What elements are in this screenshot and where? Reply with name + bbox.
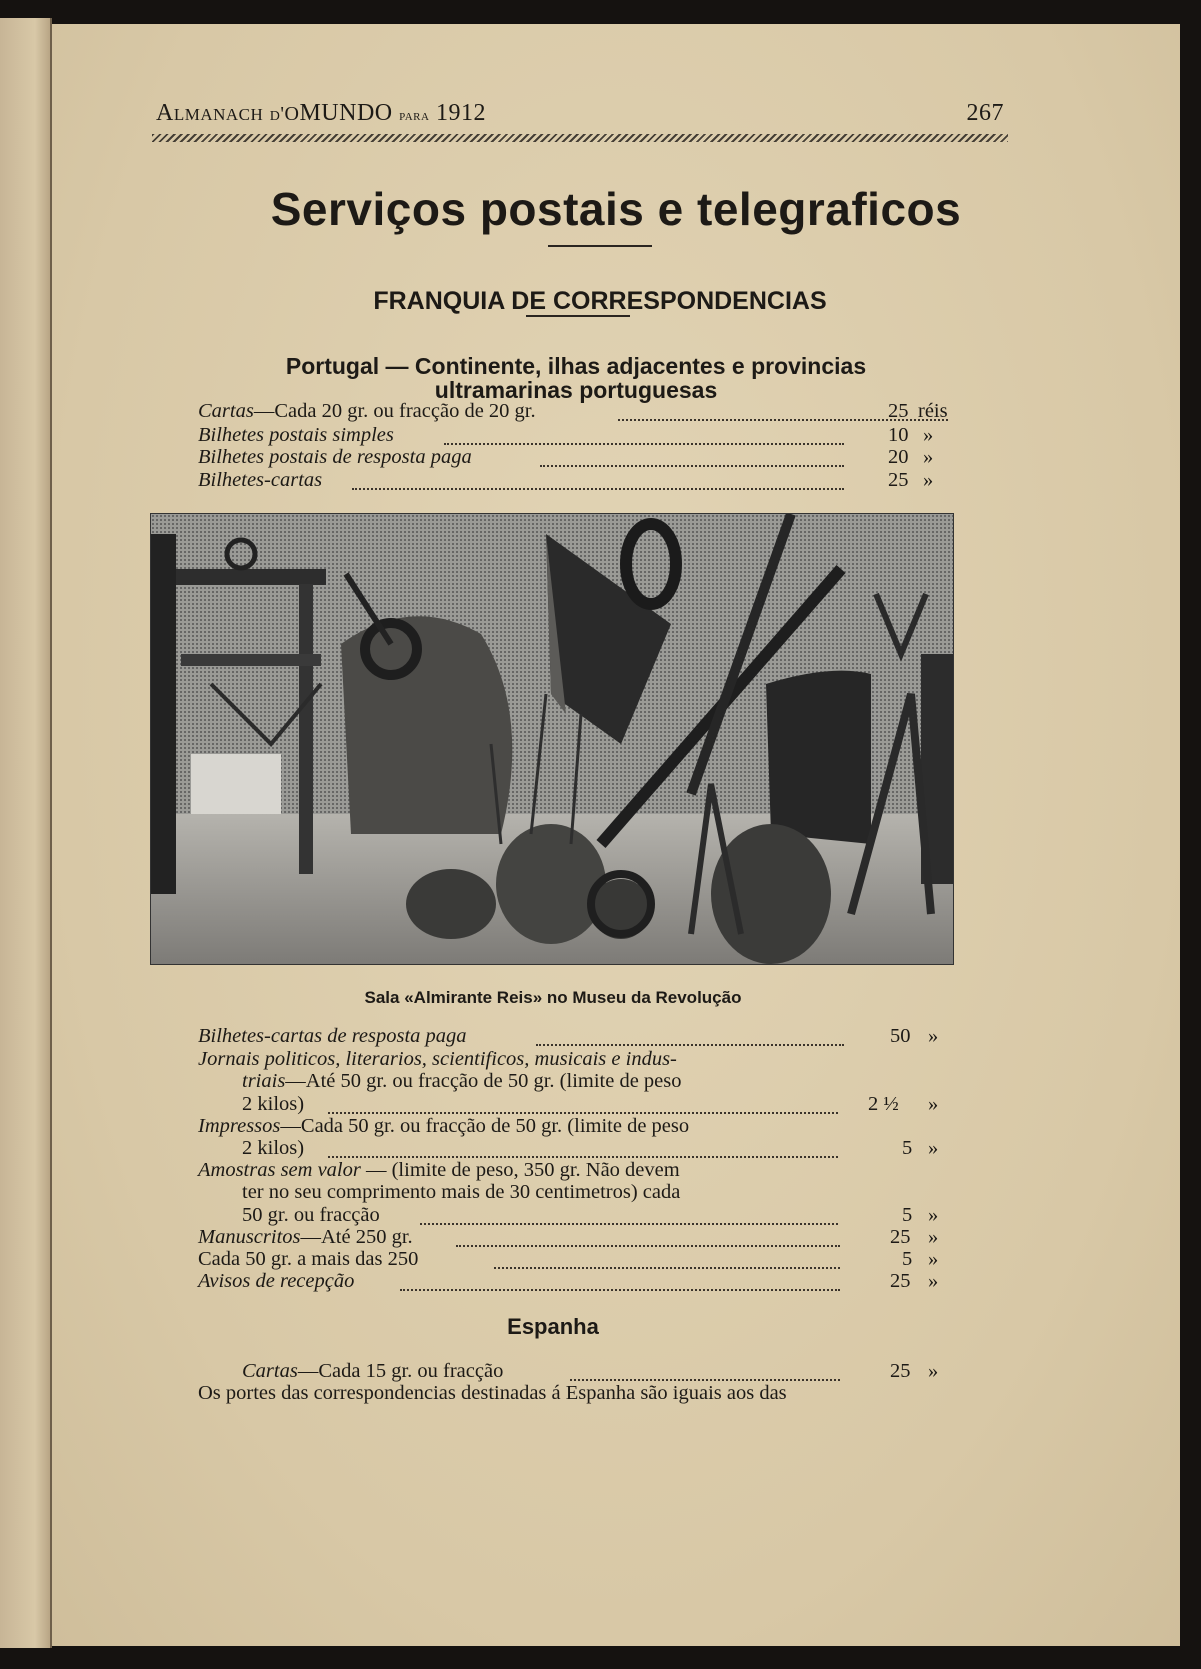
running-title: Almanach d'OMUNDO para 1912 bbox=[156, 100, 486, 126]
rate-text-line: ter no seu comprimento mais de 30 centimetros) cada bbox=[242, 1181, 681, 1203]
photo-caption: Sala «Almirante Reis» no Museu da Revolução bbox=[364, 988, 742, 1007]
rate-row: 50 gr. ou fracção 5 » bbox=[242, 1204, 939, 1226]
rate-text-line: Impressos—Cada 50 gr. ou fracção de 50 gr. (limite de peso bbox=[198, 1115, 690, 1137]
rate-row: Cartas—Cada 20 gr. ou fracção de 20 gr. 25 réis bbox=[198, 400, 948, 422]
rate-text-line: triais—Até 50 gr. ou fracção de 50 gr. (limite de peso bbox=[242, 1070, 682, 1092]
rate-row: Avisos de recepção 25 » bbox=[198, 1270, 939, 1292]
book-page bbox=[52, 24, 1180, 1646]
rate-row: Cada 50 gr. a mais das 250 5 » bbox=[198, 1248, 939, 1270]
espanha-heading: Espanha bbox=[507, 1314, 599, 1339]
section-subtitle: FRANQUIA DE CORRESPONDENCIAS bbox=[373, 287, 827, 315]
facing-page-edge bbox=[0, 18, 52, 1648]
divider bbox=[548, 245, 652, 247]
page-title: Serviços postais e telegraficos bbox=[270, 183, 962, 235]
rate-row: Bilhetes postais de resposta paga 20 » bbox=[198, 446, 934, 468]
body-text-line: Os portes das correspondencias destinadas á Espanha são iguais aos das bbox=[198, 1382, 787, 1404]
museum-room-photograph bbox=[150, 513, 954, 965]
rate-row: 2 kilos) 2 ½ » bbox=[242, 1093, 939, 1115]
rate-row: Manuscritos—Até 250 gr. 25 » bbox=[198, 1226, 939, 1248]
rate-row: Cartas—Cada 15 gr. ou fracção 25 » bbox=[242, 1360, 939, 1382]
region-heading: Portugal — Continente, ilhas adjacentes e provincias ultramarinas portuguesas bbox=[285, 353, 867, 403]
rate-text-line: Amostras sem valor — (limite de peso, 350 gr. Não devem bbox=[198, 1159, 680, 1181]
rate-row: Bilhetes-cartas 25 » bbox=[198, 469, 934, 491]
rate-row: Bilhetes postais simples 10 » bbox=[198, 424, 934, 446]
rate-row: Bilhetes-cartas de resposta paga 50 » bbox=[198, 1025, 939, 1047]
divider bbox=[526, 315, 630, 317]
page-number: 267 bbox=[966, 100, 1004, 126]
rate-row: 2 kilos) 5 » bbox=[242, 1137, 939, 1159]
header-ornament-rule bbox=[152, 134, 1008, 142]
rate-text-line: Jornais politicos, literarios, scientificos, musicais e indus- bbox=[198, 1048, 677, 1070]
